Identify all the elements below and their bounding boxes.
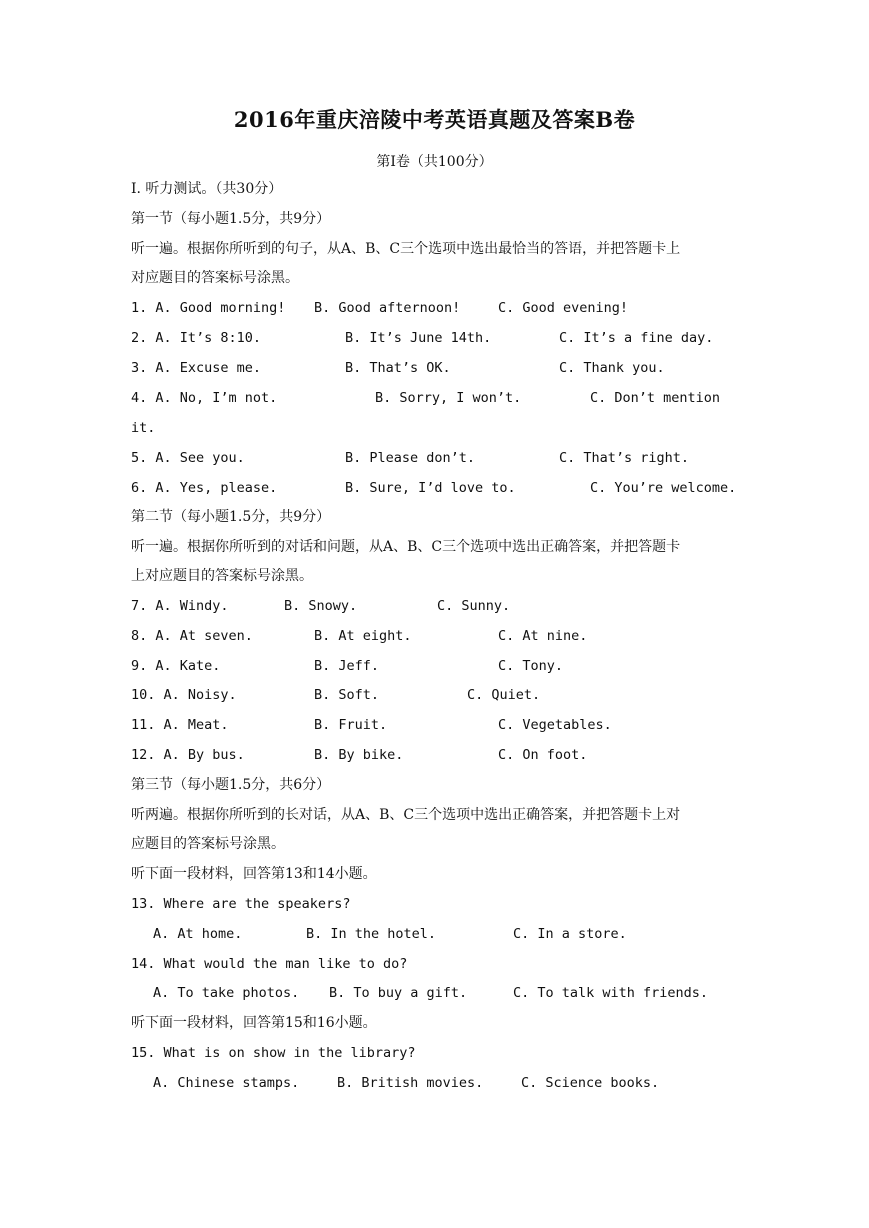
q11-option-c: C. Vegetables. — [498, 717, 612, 733]
q15-option-c: C. Science books. — [521, 1075, 660, 1091]
q3-option-c: C. Thank you. — [559, 360, 665, 376]
q6-option-c: C. You’re welcome. — [590, 480, 737, 496]
q1-option-c: C. Good evening! — [498, 300, 629, 316]
q14-option-b: B. To buy a gift. — [329, 985, 468, 1001]
q15-stem: 15. What is on show in the library? — [131, 1045, 416, 1061]
section2-instruction: 听一遍。根据你所听到的对话和问题，从A、B、C三个选项中选出正确答案，并把答题卡 — [131, 539, 681, 555]
q8-option-b: B. At eight. — [314, 628, 412, 644]
q15-option-a: A. Chinese stamps. — [153, 1075, 300, 1091]
q4-option-c: C. Don’t mention — [590, 390, 721, 406]
section3-heading: 第三节（每小题1.5分，共6分） — [131, 777, 331, 793]
q4-option-b: B. Sorry, I won’t. — [375, 390, 522, 406]
q9-option-c: C. Tony. — [498, 658, 564, 674]
q1-option-b: B. Good afternoon! — [314, 300, 461, 316]
section2-instruction-cont: 上对应题目的答案标号涂黑。 — [131, 568, 313, 584]
q1-option-a: 1. A. Good morning! — [131, 300, 286, 316]
q3-option-a: 3. A. Excuse me. — [131, 360, 262, 376]
q12-option-c: C. On foot. — [498, 747, 588, 763]
q8-option-c: C. At nine. — [498, 628, 588, 644]
q13-option-a: A. At home. — [153, 926, 243, 942]
q5-option-c: C. That’s right. — [559, 450, 690, 466]
q5-option-a: 5. A. See you. — [131, 450, 245, 466]
q9-option-b: B. Jeff. — [314, 658, 380, 674]
q3-option-b: B. That’s OK. — [345, 360, 451, 376]
q10-option-b: B. Soft. — [314, 687, 380, 703]
section3-instruction: 听两遍。根据你所听到的长对话，从A、B、C三个选项中选出正确答案，并把答题卡上对 — [131, 807, 681, 823]
q13-option-c: C. In a store. — [513, 926, 627, 942]
paper-subtitle: 第Ⅰ卷（共100分） — [376, 154, 493, 170]
q4-option-c-wrap: it. — [131, 420, 156, 436]
q6-option-b: B. Sure, I’d love to. — [345, 480, 516, 496]
material-note-1: 听下面一段材料，回答第13和14小题。 — [131, 866, 377, 882]
section3-instruction-cont: 应题目的答案标号涂黑。 — [131, 836, 285, 852]
q12-option-b: B. By bike. — [314, 747, 404, 763]
q2-option-a: 2. A. It’s 8:10. — [131, 330, 262, 346]
q2-option-c: C. It’s a fine day. — [559, 330, 714, 346]
q6-option-a: 6. A. Yes, please. — [131, 480, 278, 496]
q12-option-a: 12. A. By bus. — [131, 747, 245, 763]
section1-heading: 第一节（每小题1.5分，共9分） — [131, 211, 331, 227]
section2-heading: 第二节（每小题1.5分，共9分） — [131, 509, 331, 525]
q15-option-b: B. British movies. — [337, 1075, 484, 1091]
q14-option-a: A. To take photos. — [153, 985, 300, 1001]
q7-option-b: B. Snowy. — [284, 598, 358, 614]
section1-instruction: 听一遍。根据你所听到的句子，从A、B、C三个选项中选出最恰当的答语，并把答题卡上 — [131, 241, 681, 257]
q11-option-a: 11. A. Meat. — [131, 717, 229, 733]
q14-option-c: C. To talk with friends. — [513, 985, 709, 1001]
q13-stem: 13. Where are the speakers? — [131, 896, 351, 912]
q2-option-b: B. It’s June 14th. — [345, 330, 492, 346]
q13-option-b: B. In the hotel. — [306, 926, 437, 942]
section1-instruction-cont: 对应题目的答案标号涂黑。 — [131, 270, 299, 286]
page-title: 2016年重庆涪陵中考英语真题及答案B卷 — [233, 107, 636, 132]
material-note-2: 听下面一段材料，回答第15和16小题。 — [131, 1015, 377, 1031]
q5-option-b: B. Please don’t. — [345, 450, 476, 466]
q7-option-c: C. Sunny. — [437, 598, 511, 614]
q8-option-a: 8. A. At seven. — [131, 628, 253, 644]
q10-option-a: 10. A. Noisy. — [131, 687, 237, 703]
q7-option-a: 7. A. Windy. — [131, 598, 229, 614]
q10-option-c: C. Quiet. — [467, 687, 541, 703]
q4-option-a: 4. A. No, I’m not. — [131, 390, 278, 406]
q14-stem: 14. What would the man like to do? — [131, 956, 408, 972]
q9-option-a: 9. A. Kate. — [131, 658, 221, 674]
q11-option-b: B. Fruit. — [314, 717, 388, 733]
part-heading: I. 听力测试。（共30分） — [131, 181, 283, 197]
